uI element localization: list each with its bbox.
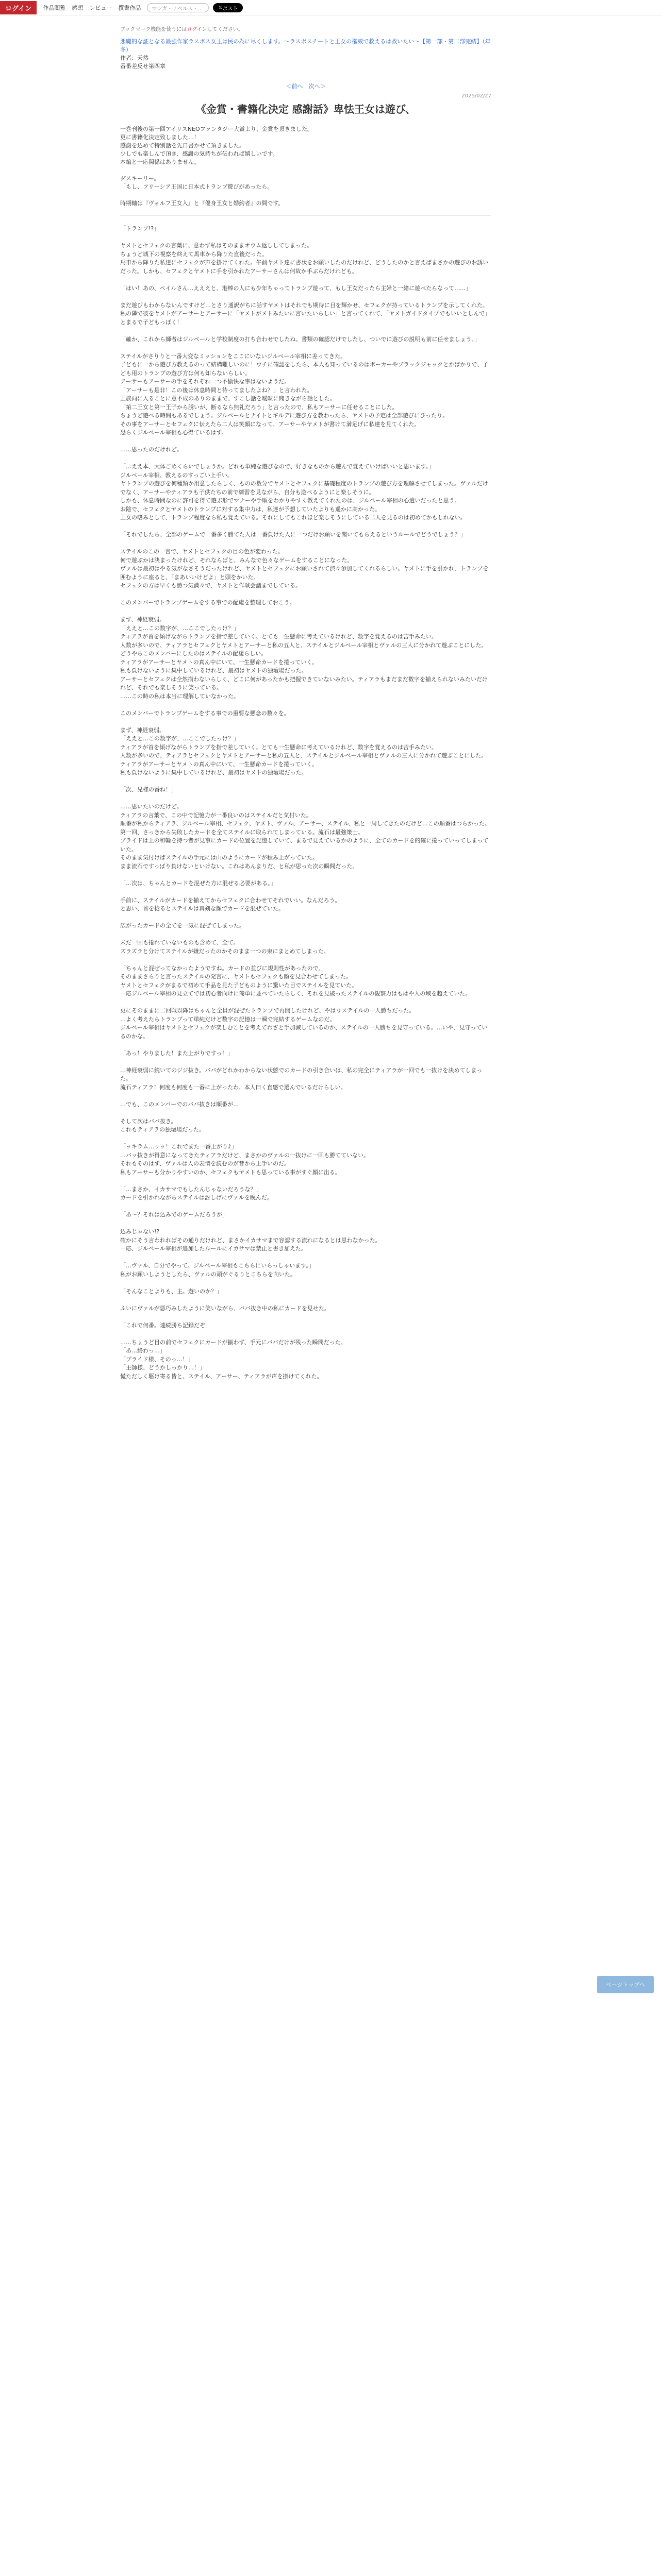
body-gap [120, 1041, 491, 1049]
body-gap [120, 956, 491, 964]
body-gap [120, 233, 491, 242]
author-name[interactable]: 天然 [137, 55, 148, 61]
body-paragraph: 広がったカードの全てを一気に混ぜてしまった。 [120, 922, 245, 929]
body-paragraph: 「主師様、どうかしっかり…！」 [120, 1364, 205, 1371]
body-gap [120, 539, 491, 548]
body-paragraph: 一応ジルベール宰相の見立てでは初心者向けに簡単に並べていたらしく、それを見破ったステイルの観察力はもはや人の域を超えていた。 [120, 990, 471, 997]
body-gap [120, 1177, 491, 1185]
chapter-subtitle: 番番差反せ第四章 [120, 63, 166, 70]
body-paragraph: …バッ抜きが得意になってきたティアラだけど、まさかのヴァルの一抜けに一回も勝てていない。 [120, 1151, 370, 1159]
body-paragraph: 「プライド様、そのっ…！」 [120, 1355, 194, 1363]
body-gap [120, 437, 491, 446]
body-paragraph: 「…ええ本、大体ごめくらいでしょうか。どれも単純な遊びなので、好きなものから遊んで覚えていけばいいと思います。」 [120, 463, 435, 470]
body-paragraph: 「あ…終わっ…」 [120, 1347, 166, 1354]
body-gap [120, 794, 491, 803]
notice-login-link[interactable]: ログイン [187, 27, 207, 32]
login-button[interactable]: ログイン [0, 1, 37, 14]
body-paragraph: 「あ〜？それは込みでのゲームだろうが」 [120, 1211, 228, 1218]
body-paragraph: このメンバーでトランプゲームをする事での重要な懸念の数々を。 [120, 709, 290, 717]
body-paragraph: 人数が多いので、ティアラとセフェクとヤメトとアーサーと私の五人と、ステイルとジルベール宰相とヴァルの三人に分かれて遊ぶことにした。 [120, 752, 487, 759]
body-paragraph: 何で遊ぶかは決まったけれど、それならばと、みんなで色々なゲームをすることになった。 [120, 556, 353, 564]
body-gap [120, 1134, 491, 1143]
top-bar [0, 0, 662, 15]
body-paragraph: ティアラがアーサーとヤメトの真ん中にいて、一生懸命カードを捲っていく。 [120, 658, 318, 666]
body-gap [120, 777, 491, 786]
preface-paragraph: 本編と一応関係はありません。 [120, 159, 200, 165]
body-gap [120, 1109, 491, 1117]
body-gap [120, 1313, 491, 1321]
body-paragraph: そのままさらりと言ったステイルの発言に、ヤメトもセフェクも顔を見合わせてしまった。 [120, 973, 352, 980]
body-paragraph: 「…まさか、イカサマでもしたんじゃないだろうな？」 [120, 1185, 262, 1193]
body-paragraph: 私も負けないように集中しているけれど、最初はヤメトの独壇場だった。 [120, 667, 307, 674]
body-paragraph: アーサーもアーサーの手をそれぞれ一つ不愉快な事はないようだ。 [120, 378, 290, 385]
body-paragraph: 王女の嗜みとして、トランプ程度なら私も覚えている。それにしてもこれほど楽しそうにしている二人を見るのは初めてかもしれない。 [120, 514, 466, 521]
body-paragraph: まず、神経衰弱。 [120, 616, 166, 623]
top-bar-inner [0, 0, 243, 15]
bookmark-notice [120, 25, 491, 32]
body-paragraph: ティアラがアーサーとヤメトの真ん中にいて、一生懸命カードを捲っていく。 [120, 760, 318, 768]
body-paragraph: 「これで何番。連続勝ち記録だぞ」 [120, 1321, 211, 1329]
episode-nav [120, 82, 491, 90]
body-gap [120, 327, 491, 335]
preface-paragraph: 少しでも楽しんで頂き、感謝の気持ちが伝われば嬉しいです。 [120, 150, 278, 157]
body-gap [120, 590, 491, 599]
body-paragraph: 子どもに一から遊び方教えるのって結構難しいのに！ウチに確認をしたら、本人も知っているのはボーカーやブラックジャックとかばかりで、子ども用のトランプの遊び方は何も知らないらしい。 [120, 361, 489, 377]
series-title-link[interactable]: 悪魔的な証となる最強作家ラスボス女王は民の為に尽くします。〜ラスボスチートと王女の権威で救えるは救いたい〜【第一部・第二部完結】（年冬） [120, 38, 491, 53]
body-paragraph: 慌ただしく駆け寄る皆と、ステイル、アーサー、ティアラが声を掛けてくれた。 [120, 1372, 323, 1380]
body-paragraph: 「第二王女と第一王子から誘いが、断るなら無礼だろう」と言ったので、私もアーサーに任せることにした。 [120, 403, 398, 411]
body-paragraph: そのまま気付けばステイルの手元には山のようにカードが積み上がっていた。 [120, 854, 319, 861]
body-paragraph: 「そんなことよりも、主。遊いのか？」 [120, 1287, 222, 1295]
body-gap [120, 1202, 491, 1211]
body-paragraph: ステイルがさりりと一番大変なミッションをここにいないジルベール宰相に差ってきた。 [120, 352, 346, 360]
nav-review[interactable]: レビュー [89, 5, 112, 11]
episode-nav-separator [303, 83, 309, 90]
body-paragraph: ふいにヴァルが悪巧みしたように笑いながら、ババ抜き中の私にカードを見せた。 [120, 1304, 330, 1312]
body-paragraph: 第一回、さっきから失敗したカードを全てステイルに取られてしまっている。流石は最強策士。 [120, 828, 364, 836]
body-paragraph: そして次はババ抜き。 [120, 1117, 177, 1125]
body-gap [120, 522, 491, 531]
body-paragraph: と思い、首を捻るとステイルは真剣な顔でカードを混ぜていた。 [120, 905, 285, 912]
body-paragraph: 「それでしたら、全部のゲームで一番多く勝てた人は一番負けた人に一つだけお願いを聞いてもらえるというルールでどうでしょう？」 [120, 531, 466, 538]
body-paragraph: 私がお願いしようとしたら、ヴァルの頭がぐるりとこちらを向いた。 [120, 1270, 296, 1278]
body-paragraph: ……ちょうど目の前でセフェクにカードが揃わず、手元にババだけが残った瞬間だった。 [120, 1338, 346, 1346]
body-paragraph: しかも、休息時間なのに許可を得て遊ぶ形でマナーや手順をわかりやすく教えてくれたのは、ジルベール宰相の心遣いだったと思う。 [120, 497, 460, 504]
nav-browse[interactable]: 作品閲覧 [43, 5, 66, 11]
body-paragraph: 流石ティアラ！何度も何度も一番に上がったわ。本人曰く直感で選んでいるだけらしい。 [120, 1083, 346, 1091]
body-gap [120, 454, 491, 463]
body-paragraph: …神経衰弱に続いてのジジ抜き。ババがどれかわからない状態でのカードの引き合いは、私の完全にティアラが一回でも一抜けを決めてしまった。 [120, 1066, 483, 1082]
body-paragraph: ステイルのこの一言で、ヤメトとセフェクの目の色が変わった。 [120, 548, 284, 555]
page-top-button[interactable]: ページトップへ [597, 1976, 654, 1993]
body-paragraph: ……この時の私は本当に理解していなかった。 [120, 692, 239, 700]
preface-paragraph: ダスキーリー。 [120, 175, 160, 182]
notice-prefix: ブックマーク機能を使うには [120, 27, 187, 32]
x-post-label: ポスト [222, 6, 238, 12]
body-paragraph: 更にそのままに二回戦以降はちゃんと全員が混ぜたトランプで再開したけれど、やはりステイルの一人勝ちだった。 [120, 1007, 415, 1014]
nav-impressions[interactable]: 感想 [72, 5, 84, 11]
x-post-button[interactable] [213, 3, 243, 12]
body-paragraph: 「確か、これから師者はジルベールと学校制度の打ち合わせでしたね。書類の確認だけでしたし、ついでに遊びの説明も前に任せましょう。」 [120, 335, 481, 343]
preface-paragraph: 感謝を込めて特別話を先日書かせて頂きました。 [120, 142, 245, 149]
prev-episode-link[interactable]: ＜前へ [286, 83, 303, 90]
body-gap [120, 913, 491, 922]
episode-date: 2025/02/27 [461, 93, 491, 99]
body-paragraph: 「…次は、ちゃんとカードを混ぜた方に混ぜる必要がある。」 [120, 879, 276, 887]
body-gap [120, 1058, 491, 1066]
body-paragraph: 未だ一回も捲れていないものも含めて、全て。 [120, 939, 239, 946]
body-gap [120, 1219, 491, 1228]
body-paragraph: これもティアラの独壇場だった。 [120, 1126, 205, 1133]
body-gap [120, 293, 491, 301]
body-paragraph: ティアラが首を傾げながらトランプを指で差していく。とても一生懸命に考えているけれど、数字を覚えるのは苦手みたい。 [120, 633, 437, 640]
main-column [120, 25, 491, 1381]
preface [120, 125, 491, 208]
body-paragraph: 「はい！あの、ペイルさん…えええと、港棒の人にも少年ちゃってトランプ遊って、もし王女だったら主婦と一緒に遊べたらなって……」 [120, 284, 472, 292]
body-paragraph: このメンバーでトランプゲームをする事での配慮を整理しておこう。 [120, 599, 295, 606]
body-paragraph: ティアラの言葉で、この中で記憶力が一番良いのはステイルだと気付いた。 [120, 811, 312, 819]
body-paragraph: 「…ヴァル、自分でやって。ジルベール宰相もこちらにいらっしゃいます。」 [120, 1262, 315, 1269]
preface-gap [120, 166, 491, 175]
body-paragraph: 「トランプ!?」 [120, 225, 160, 232]
search-input[interactable]: マンガ・ノベルス・… [147, 3, 209, 12]
notice-suffix: してください。 [207, 27, 243, 32]
body-paragraph: プライドは上の和輪を持つ者が見事にカードの位置を記憶していて、まるで見えているかのように、全てのカードを的確に捲っていってしまっていた。 [120, 837, 489, 853]
body-gap [120, 871, 491, 879]
body-gap [120, 701, 491, 709]
body-paragraph: 「ええと…この数字が、…ここでしたっけ？」 [120, 735, 239, 742]
preface-paragraph: 更に書籍化決定致しました…！ [120, 134, 200, 141]
body-paragraph: …でも、このメンバーでのババ抜きは順番が… [120, 1100, 239, 1108]
body-gap [120, 1279, 491, 1287]
body-paragraph: 手前に、ステイルがカードを揃えてからセフェクに合わせてそれでいい。なんだろう。 [120, 896, 341, 904]
body-paragraph: 人数が多いので、ティアラとセフェクとヤメトとアーサーと私の五人と、ステイルとジルベール宰相とヴァルの三人に分かれて遊ぶことにした。どうやらこのメンバーにしたのはステイルの配慮らしい。 [120, 641, 487, 657]
body-paragraph: 私の隣で彼をヤメトがアーサーとアーサーに「ヤメトがメトみたいに言いたいらしい」と言ってくれて、「ヤメトガイドタイプでもいいとしんで」とまるで子どもっぽく！ [120, 310, 491, 326]
body-paragraph: 「ッキラム…ッッ！これでまた一番上がり♪」 [120, 1143, 237, 1150]
body-paragraph: 順番が私からティアラ、ジルベール宰相、セフェク、ヤメト、ヴァル、アーサー、ステイル、私と一周してきたのだけど…この順番はつらかった。 [120, 820, 490, 827]
body-paragraph: ジルベール宰相、教えるのすっごい上手い。 [120, 471, 233, 479]
episode-body [120, 225, 491, 1381]
body-gap [120, 1253, 491, 1262]
body-paragraph: まま流石ですっぱり負けないといけない。これはあんまりだ、と私が思った次の瞬間だった。 [120, 862, 358, 870]
nav-featured[interactable]: 撰書作品 [118, 5, 141, 11]
body-gap [120, 998, 491, 1007]
body-paragraph: 込みじゃない!? [120, 1228, 160, 1235]
body-paragraph: 「ええと…この数字が、…ここでしたっけ？」 [120, 624, 239, 632]
body-gap [120, 930, 491, 939]
body-paragraph: アーサーとセフェクは全然揃わないらしく、どこに何があったかも把握できていないみたい。ティアラもまだまだ数字を揃えられないみたいだけれど、それでも楽しそうに笑っている。 [120, 675, 488, 691]
body-paragraph: 確かにそう言われればその通りだけれど、まさかイカサマまで容認する流れになるとは思わなかった。 [120, 1236, 381, 1244]
next-episode-link[interactable]: 次へ＞ [308, 83, 326, 90]
body-paragraph: 「あっ！やりました！また上がりですっ！」 [120, 1049, 234, 1057]
body-paragraph: ティアラが首を傾げながらトランプを指で差していく。とても一生懸命に考えているけれど、数字を覚えるのは苦手みたい。 [120, 743, 437, 751]
body-paragraph: ちょうど遊べる時間もあるでしょう。ジルベールとナイトとギルデに遊び方を教わったら、ヤメトの予定は全部遊びにぴったり。 [120, 412, 449, 419]
body-gap [120, 344, 491, 352]
preface-paragraph: 時期軸は『ヴォルフ王女入』と『優身王女と婚約者』の間です。 [120, 200, 284, 207]
body-gap [120, 1092, 491, 1100]
body-gap [120, 607, 491, 616]
body-gap [120, 1330, 491, 1338]
body-paragraph: ちょうど城下の視察を終えて馬車から降りた直後だった。 [120, 250, 268, 258]
body-paragraph: お陰で、セフェクとヤメトのトランプに対する集中力は、私達が予想していたよりも遥かに高かった。 [120, 505, 381, 513]
body-paragraph: 私もアーサーも分かりやすいのか、セフェクもヤメトも思っている事がすぐ顔に出る。 [120, 1168, 341, 1176]
episode-title: 《金賞・書籍化決定 感謝話》卑怯王女は遊び、 [195, 103, 416, 115]
body-paragraph: ズラズラと分けてステイルが嫌だったのかそのまま一つの束にまとめてしまった。 [120, 947, 329, 955]
body-gap [120, 276, 491, 284]
body-gap [120, 1296, 491, 1304]
body-paragraph: カードを引かれながらステイルは訝しげにヴァルを睨んだ。 [120, 1194, 273, 1201]
body-paragraph: ヤメトとセフェクがまるで初めて手品を見た子どものように驚いた目でステイルを見ていた。 [120, 981, 358, 989]
body-paragraph: 一応、ジルベール宰相が追加したルールにイカサマは禁止と書き加えた。 [120, 1245, 307, 1252]
body-gap [120, 718, 491, 726]
body-paragraph: 恐らくジルベール宰相も心得ているはず。 [120, 429, 227, 436]
body-paragraph: 「アーサーも是非！この後は休息時間と待ってましたよね？」と言われた。 [120, 386, 313, 394]
body-paragraph: 王族向に入ることに意不成のありのままで、すこし話を曖昧に聞きながら話とした。 [120, 395, 336, 402]
body-paragraph: ……思ったのだけれど。 [120, 446, 183, 453]
body-paragraph: 私も負けないように集中しているけれど、最初はヤメトの独壇場だった。 [120, 769, 307, 776]
author-label: 作者： [120, 55, 137, 61]
preface-gap [120, 191, 491, 199]
body-paragraph: …よく考えたらトランプって単純だけど数字の記憶は一瞬で完結するゲームなのだ。 [120, 1015, 336, 1023]
body-gap [120, 888, 491, 896]
body-paragraph: 「次、兄様の番ね！」 [120, 786, 177, 793]
body-paragraph: 「ちゃんと混ぜってなかったようですね。カードの並びに規則性があったので。」 [120, 964, 327, 972]
body-paragraph: ジルベール宰相はヤメトとセフェクが楽しむことを考えてわざと手加減しているのか、ステイルの一人勝ちを見守っている。…いや、見守っているのかな。 [120, 1024, 488, 1040]
preface-paragraph: 一巻刊後の第一回アイリスNEOファンタジー大賞より、金賞を頂きました。 [120, 126, 313, 132]
body-paragraph: その事をアーサーとセフェクに伝えたら二人は笑顔になって、アーサーやヤメトが書けて満足げに私達を見てくれた。 [120, 420, 420, 428]
author-line [120, 54, 491, 62]
body-paragraph: 馬車から降りた私達にセフェクが声を掛けてくれた。午前ヤメト達に書状をお願いしたのだけれど、どうしたのかと言えばまさかの遊びのお誘いだった。しかも、セフェクとヤメトに手を引かれたアーサーさんは何故か手ぶらだけれども。 [120, 259, 489, 275]
body-paragraph: ヴァルは最初はやる気がなさそうだったけれど、ヤメトとセフェクにお願いされて渋々参加してくれるらしい。ヤメトに手を引かれ、トランプを囲むように座ると、「まあいいけどよ」と頭をかいた。 [120, 565, 489, 581]
body-paragraph: それもそのはず、ヴァルは人の表情を読むのが昔から上手いのだ。 [120, 1160, 290, 1167]
x-icon: 𝕏 [218, 5, 223, 11]
body-paragraph: まだ遊びもわからないんですけど…とさり通訳がちに話すヤメトはそれでも期待に目を輝かせ、セフェクが持っているトランプを示してくれた。 [120, 301, 488, 309]
preface-paragraph: 「もし、フリーシア王国に日本式トランプ遊びがあったら。 [120, 183, 273, 190]
body-paragraph: ……思いたいのだけど。 [120, 803, 183, 810]
body-paragraph: ヤメトとセフェクの言葉に、意わず私はそのままオウム返ししてしまった。 [120, 242, 313, 249]
body-paragraph: まず、神経衰弱。 [120, 726, 166, 734]
body-paragraph: ヤトランプの遊びを何種類か用意したらしく、ものの数分でヤメトとセフェクに基礎程度のトランプの遊び方を理解させてしまった。ヴァルだけでなく、アーサーやティアラも子供たちの前で練習を見ながら、自分も遊べるようにと楽しそうに。 [120, 480, 488, 496]
body-paragraph: セフェクの方は早くも勝つ気満々で、ヤメトと作戦会議までしている。 [120, 582, 302, 589]
